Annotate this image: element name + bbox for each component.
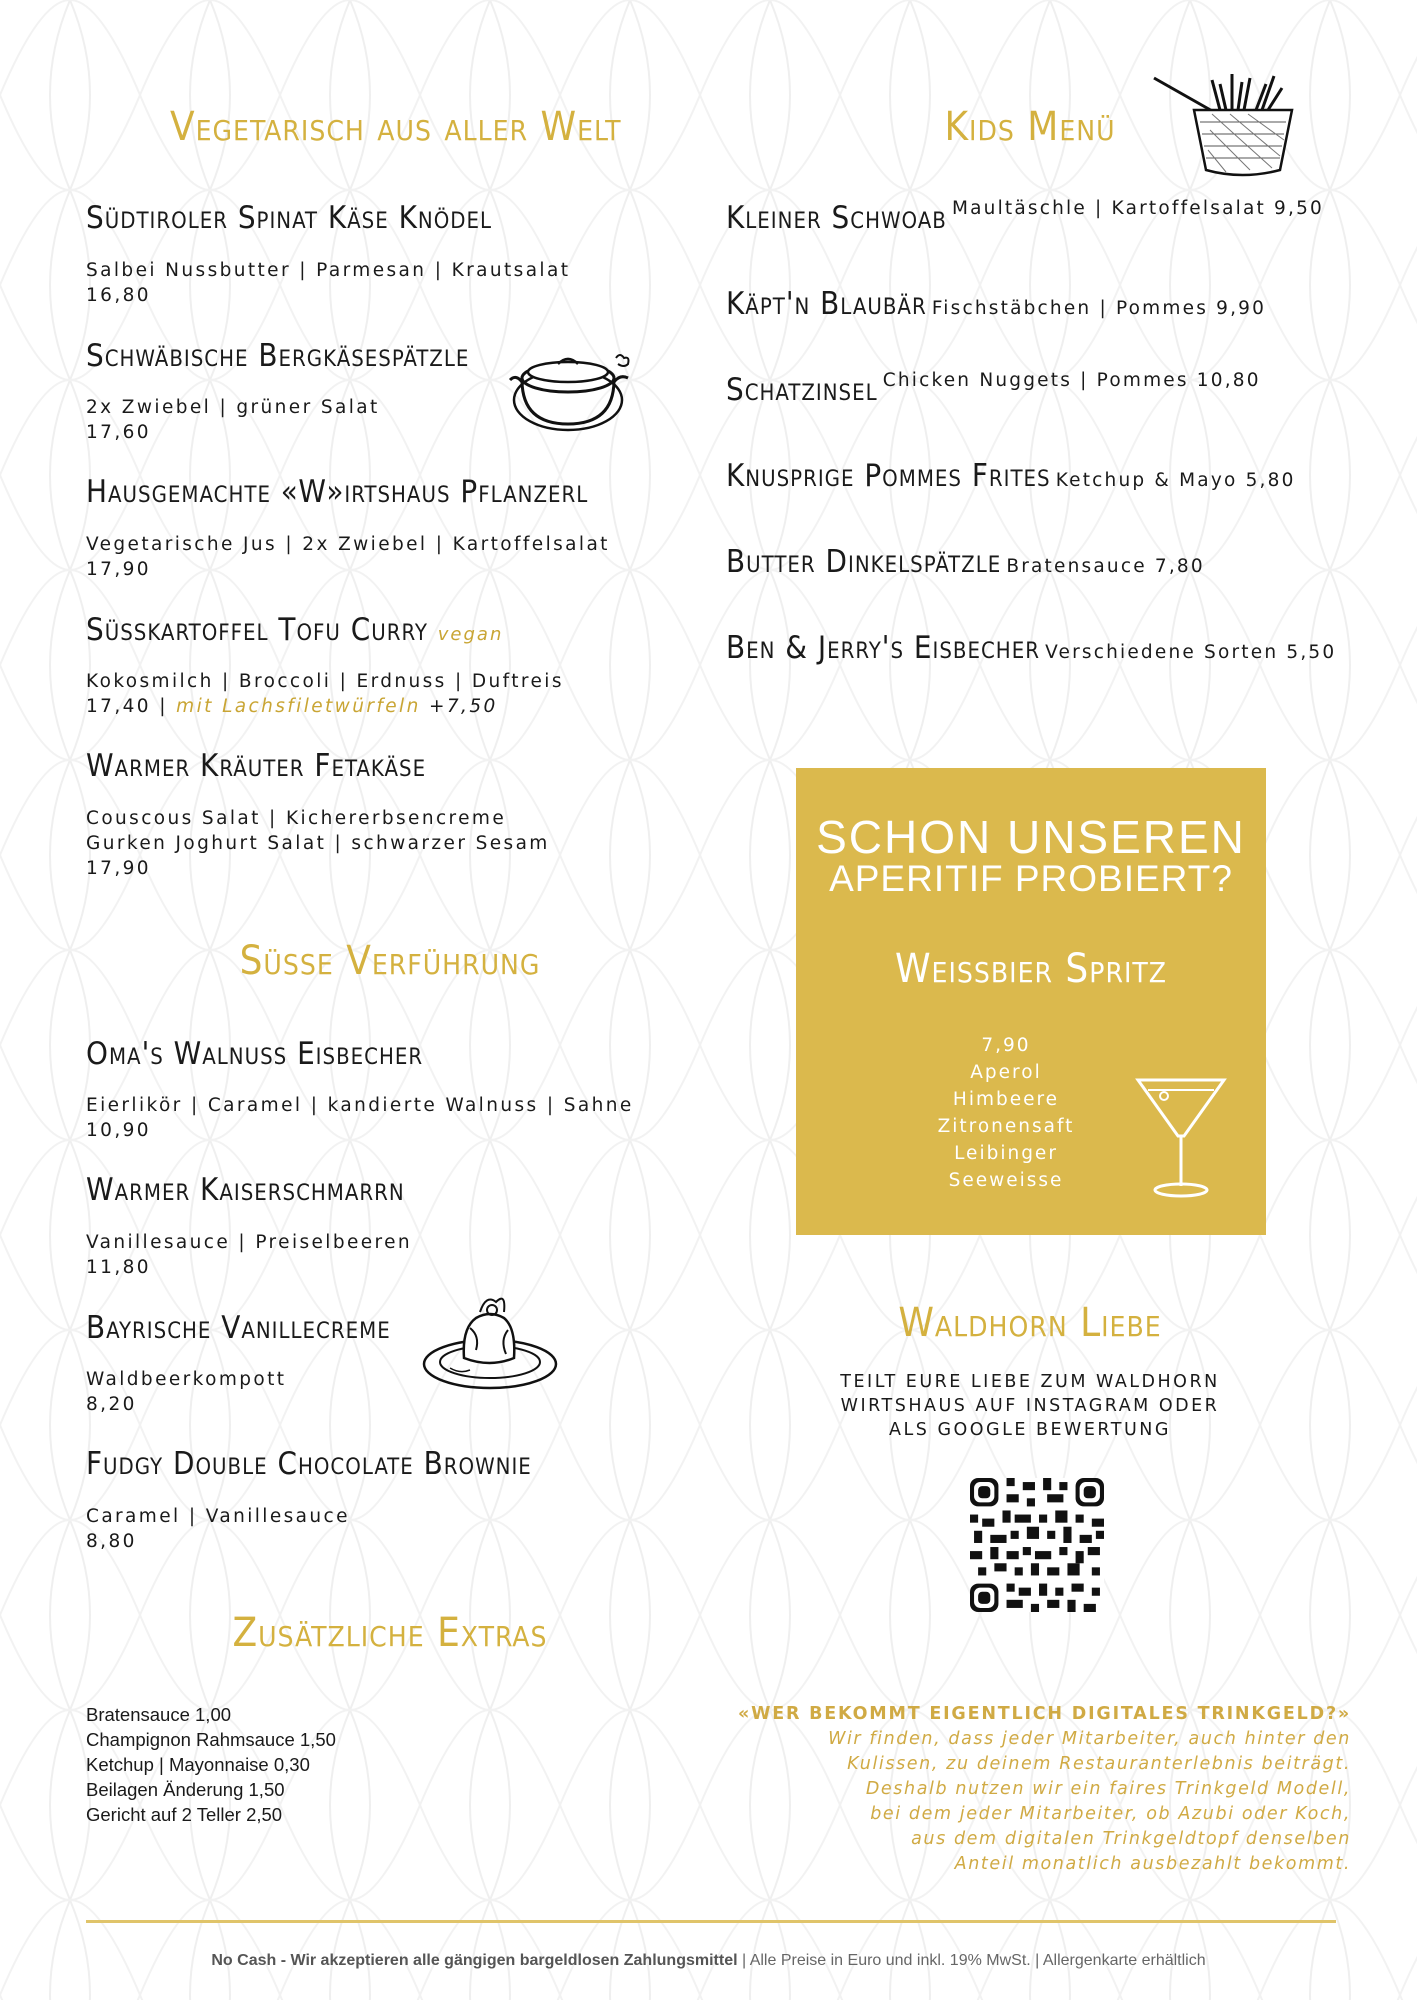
dish-name: Warmer Kaiserschmarrn — [86, 1172, 405, 1208]
aperitif-subheadline: APERITIF PROBIERT? — [829, 858, 1233, 899]
cooking-pot-icon — [508, 340, 638, 440]
extras-list — [86, 1702, 336, 1827]
list-item: Beilagen Änderung 1,50 — [86, 1779, 285, 1800]
dish-name: Süsskartoffel Tofu Curry vegan — [86, 612, 504, 648]
dish-name: Hausgemachte «W»irtshaus Pflanzerl — [86, 474, 589, 510]
list-item: Champignon Rahmsauce 1,50 — [86, 1729, 336, 1750]
vegan-tag: vegan — [437, 624, 504, 645]
section-title-extras: Zusätzliche Extras — [232, 1610, 548, 1656]
list-item: Bratensauce 1,00 — [86, 1704, 232, 1725]
dish-name: Oma's Walnuss Eisbecher — [86, 1036, 424, 1072]
dish-description: Kokosmilch | Broccoli | Erdnuss | Duftreis 17,40 | mit Lachsfiletwürfeln +7,50 — [86, 671, 564, 717]
section-title-dessert: Süsse Verführung — [239, 938, 541, 984]
fries-basket-icon — [1150, 70, 1300, 182]
dish-description: Waldbeerkompott 8,20 — [86, 1369, 287, 1415]
cocktail-glass-icon — [1134, 1074, 1228, 1204]
drink-name: Weissbier Spritz — [894, 946, 1168, 992]
tip-quote: «WER BEKOMMT EIGENTLICH DIGITALES TRINKGELD?» Wir finden, dass jeder Mitarbeiter, auch hinter den Kulissen, zu deinem Restauranterlebnis beiträgt. Deshalb nutzen wir ein faires Trinkgeld Modell, bei dem jeder Mitarbeiter, ob Azubi oder Koch, aus dem digitalen Trinkgeldtopf denselben Anteil monatlich ausbezahlt bekommt. — [738, 1704, 1351, 1874]
dish-description: 2x Zwiebel | grüner Salat 17,60 — [86, 397, 380, 443]
aperitif-box — [796, 768, 1266, 1235]
dish-description: Caramel | Vanillesauce 8,80 — [86, 1506, 350, 1552]
dish-description: Vanillesauce | Preiselbeeren 11,80 — [86, 1232, 413, 1278]
drink-details: 7,90 Aperol Himbeere Zitronensaft Leibinger Seeweisse — [937, 1035, 1075, 1191]
dish-name: Schwäbische Bergkäsespätzle — [86, 338, 470, 374]
dish-description: Vegetarische Jus | 2x Zwiebel | Kartoffelsalat 17,90 — [86, 534, 610, 580]
section-title-liebe: Waldhorn Liebe — [898, 1300, 1162, 1346]
dish-name: Fudgy Double Chocolate Brownie — [86, 1446, 532, 1482]
dish-name: Warmer Kräuter Fetakäse — [86, 748, 427, 784]
footer-text: No Cash - Wir akzeptieren alle gängigen bargeldlosen Zahlungsmittel | Alle Preise in Euro und inkl. 19% MwSt. | Allergenkarte erhältlich — [211, 1952, 1206, 1969]
kids-item: Ben & Jerry's Eisbecher Verschiedene Sorten 5,50 — [726, 630, 1337, 666]
kids-item: Butter Dinkelspätzle Bratensauce 7,80 — [726, 544, 1205, 580]
dish-name: Südtiroler Spinat Käse Knödel — [86, 200, 493, 236]
kids-item: Käpt'n Blaubär Fischstäbchen | Pommes 9,90 — [726, 286, 1267, 322]
dessert-plate-icon — [420, 1288, 560, 1394]
aperitif-headline: SCHON UNSEREN — [816, 811, 1246, 863]
footer-divider — [86, 1920, 1336, 1923]
list-item: Ketchup | Mayonnaise 0,30 — [86, 1754, 310, 1775]
kids-item: Knusprige Pommes Frites Ketchup & Mayo 5,80 — [726, 458, 1296, 494]
section-title-vegetarisch: Vegetarisch aus aller Welt — [170, 104, 622, 150]
kids-item: Schatzinsel Chicken Nuggets | Pommes 10,80 — [726, 370, 1261, 408]
liebe-text: TEILT EURE LIEBE ZUM WALDHORN WIRTSHAUS AUF INSTAGRAM ODER ALS GOOGLE BEWERTUNG — [840, 1372, 1220, 1440]
dish-description: Couscous Salat | Kichererbsencreme Gurken Joghurt Salat | schwarzer Sesam 17,90 — [86, 808, 550, 879]
section-title-kids: Kids Menü — [944, 104, 1116, 150]
dish-description: Salbei Nussbutter | Parmesan | Krautsalat 16,80 — [86, 260, 571, 306]
kids-item: Kleiner Schwoab Maultäschle | Kartoffelsalat 9,50 — [726, 198, 1325, 236]
list-item: Gericht auf 2 Teller 2,50 — [86, 1804, 283, 1825]
dish-name: Bayrische Vanillecreme — [86, 1310, 391, 1346]
qr-code[interactable] — [970, 1478, 1104, 1612]
dish-description: Eierlikör | Caramel | kandierte Walnuss | Sahne 10,90 — [86, 1095, 634, 1141]
